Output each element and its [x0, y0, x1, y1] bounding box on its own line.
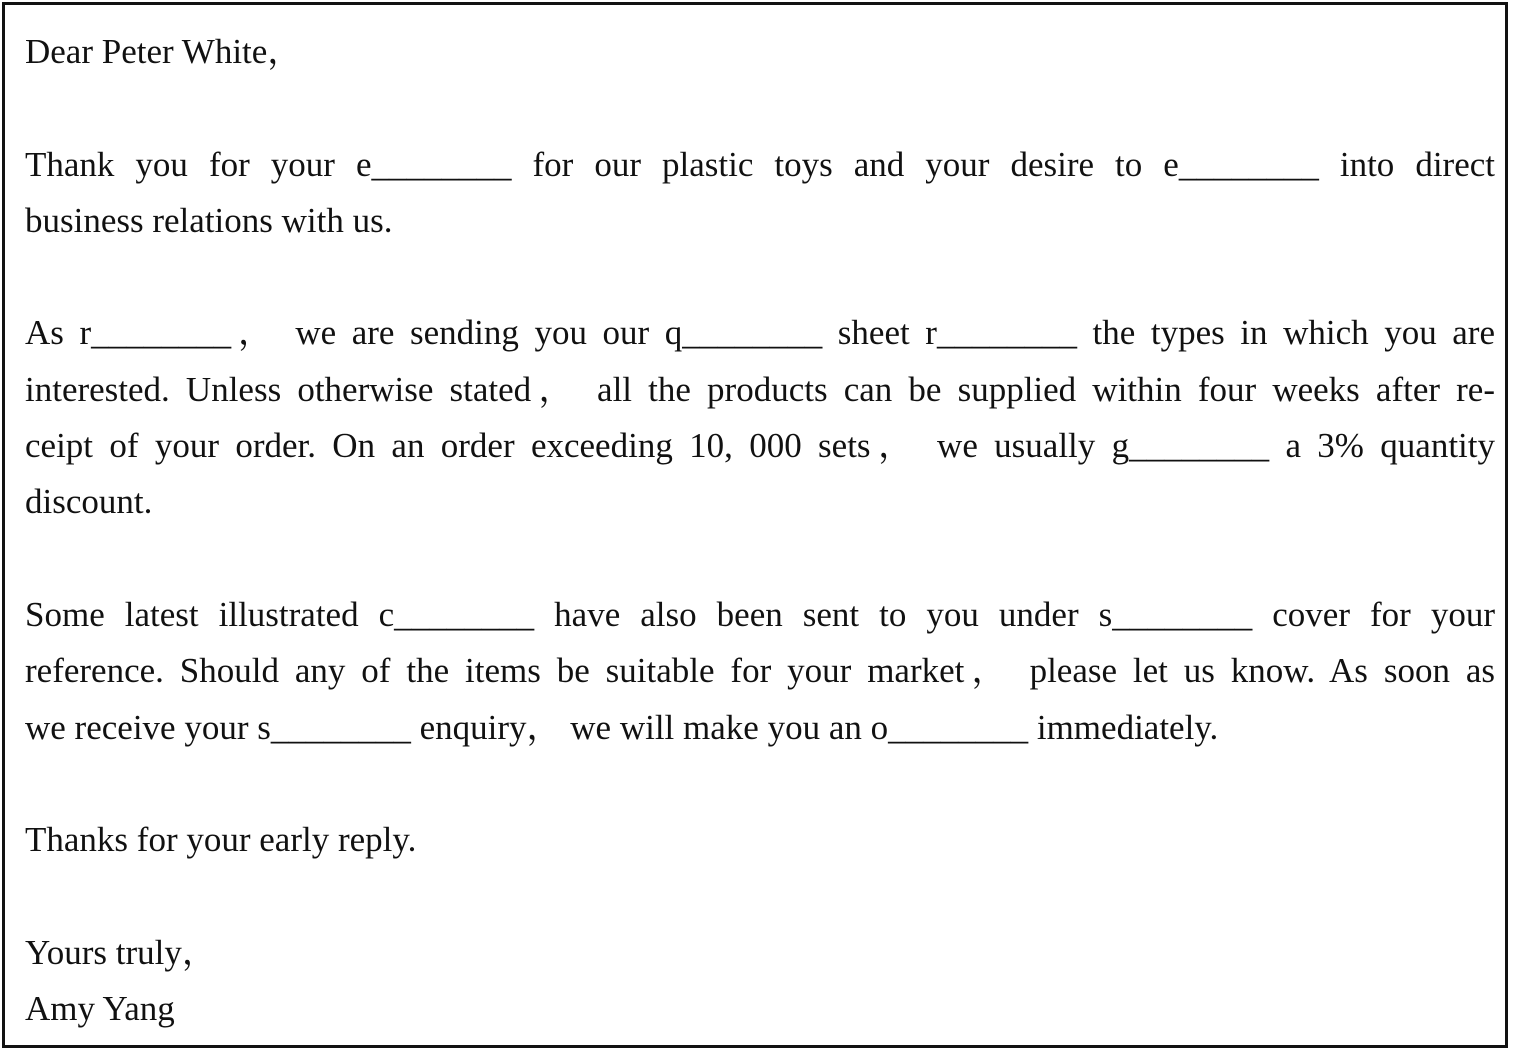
- paragraph-spacer: [25, 80, 1495, 136]
- paragraph-2-line-2: interested. Unless otherwise stated， all the products can be supplied within four weeks after re-: [25, 369, 1495, 409]
- paragraph-1-line-2: business relations with us.: [25, 200, 393, 240]
- letter-body: [25, 24, 1495, 1037]
- paragraph-1-line-1: Thank you for your e________ for our plastic toys and your desire to e________ into direct: [25, 144, 1495, 184]
- paragraph-spacer: [25, 249, 1495, 305]
- paragraph-spacer: [25, 531, 1495, 587]
- paragraph-3-line-3: we receive your s________ enquiry， we will make you an o________ immediately.: [25, 707, 1219, 747]
- paragraph-spacer: [25, 756, 1495, 812]
- thanks-line: Thanks for your early reply.: [25, 820, 417, 860]
- paragraph-2-line-4: discount.: [25, 482, 153, 522]
- paragraph-2-line-3: ceipt of your order. On an order exceeding 10, 000 sets， we usually g________ a 3% quantity: [25, 426, 1495, 466]
- letter-frame: [2, 2, 1508, 1048]
- paragraph-spacer: [25, 868, 1495, 924]
- paragraph-3-line-1: Some latest illustrated c________ have also been sent to you under s________ cover for your: [25, 594, 1495, 634]
- signature: Amy Yang: [25, 989, 175, 1029]
- salutation: Dear Peter White，: [25, 32, 303, 71]
- paragraph-2-line-1: As r________， we are sending you our q________ sheet r________ the types in which you are: [25, 313, 1495, 353]
- closing-line: Yours truly，: [25, 932, 217, 972]
- paragraph-3-line-2: reference. Should any of the items be suitable for your market， please let us know. As soon as: [25, 651, 1495, 691]
